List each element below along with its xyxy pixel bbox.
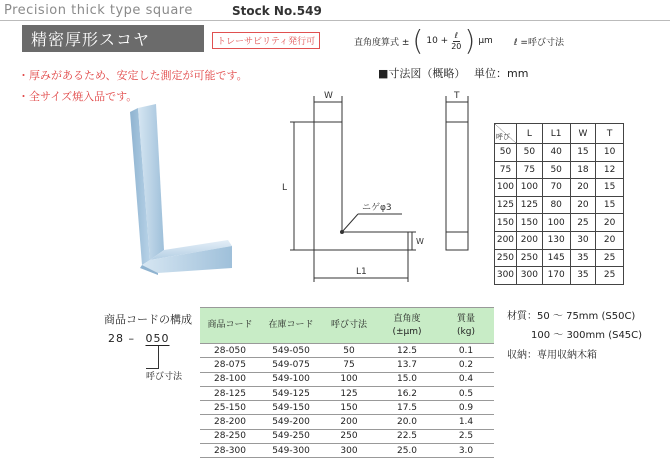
spec-cell: 150 <box>516 214 542 232</box>
product-cell: 549-050 <box>260 344 322 358</box>
product-image <box>120 100 240 275</box>
spec-row <box>495 179 624 197</box>
product-cell: 200 <box>322 415 376 429</box>
product-cell: 549-125 <box>260 386 322 400</box>
feature-text: ・厚みがあるため、安定した測定が可能です。 <box>18 69 248 82</box>
spec-cell: 125 <box>495 196 517 214</box>
spec-cell: 40 <box>542 144 570 162</box>
label-w-side: W <box>416 237 424 246</box>
product-cell: 28-200 <box>200 415 260 429</box>
product-row <box>200 386 494 400</box>
product-cell: 16.2 <box>376 386 438 400</box>
spec-row <box>495 214 624 232</box>
product-cell: 75 <box>322 358 376 372</box>
spec-row <box>495 249 624 267</box>
spec-cell: 170 <box>542 267 570 285</box>
spec-header-row <box>495 124 624 144</box>
product-cell: 28-050 <box>200 344 260 358</box>
product-header-code: 商品コード <box>200 308 260 344</box>
product-header-stock: 在庫コード <box>260 308 322 344</box>
product-row <box>200 429 494 443</box>
spec-cell: 125 <box>516 196 542 214</box>
traceability-badge: トレーサビリティ発行可 <box>212 32 320 49</box>
formula-denominator: 20 <box>451 41 462 51</box>
product-cell: 28-300 <box>200 444 260 458</box>
material-note: 材質：50 ～ 75mm (S50C) <box>507 311 636 322</box>
product-header-squareness: 直角度 (±μm) <box>376 308 438 344</box>
dimension-drawing <box>270 86 490 286</box>
formula-unit: μm <box>478 36 493 46</box>
product-cell: 0.1 <box>438 344 494 358</box>
spec-cell: 10 <box>596 144 624 162</box>
feature-text: ・全サイズ焼入品です。 <box>18 90 138 103</box>
spec-row <box>495 144 624 162</box>
header-divider <box>0 20 670 21</box>
spec-cell: 25 <box>570 214 596 232</box>
squareness-formula <box>354 26 564 56</box>
spec-cell: 20 <box>570 196 596 214</box>
spec-cell: 100 <box>542 214 570 232</box>
product-cell: 549-150 <box>260 401 322 415</box>
label-w: W <box>324 91 333 101</box>
label-l1: L1 <box>356 267 367 277</box>
formula-close-paren: ) <box>464 24 476 57</box>
product-cell: 300 <box>322 444 376 458</box>
side-view-outline <box>446 122 468 250</box>
formula-label: 直角度算式 ± <box>354 37 410 48</box>
product-row <box>200 444 494 458</box>
product-cell: 100 <box>322 372 376 386</box>
spec-header-l1: L1 <box>542 124 570 144</box>
product-title: 精密厚形スコヤ <box>22 25 204 52</box>
spec-row <box>495 231 624 249</box>
product-code-title: 商品コードの構成 <box>104 313 192 326</box>
spec-header-l: L <box>516 124 542 144</box>
product-header-row <box>200 308 494 344</box>
spec-cell: 100 <box>516 179 542 197</box>
storage-note: 収納：専用収納木箱 <box>507 350 597 361</box>
dimension-spec-table <box>494 123 624 285</box>
spec-cell: 75 <box>516 161 542 179</box>
spec-row <box>495 161 624 179</box>
product-header-mass: 質量 (kg) <box>438 308 494 344</box>
spec-cell: 35 <box>570 249 596 267</box>
spec-cell: 200 <box>516 231 542 249</box>
english-title: Precision thick type square <box>4 3 193 18</box>
spec-cell: 300 <box>516 267 542 285</box>
spec-cell: 25 <box>596 267 624 285</box>
spec-cell: 30 <box>570 231 596 249</box>
product-cell: 250 <box>322 429 376 443</box>
product-cell: 0.4 <box>438 372 494 386</box>
spec-cell: 80 <box>542 196 570 214</box>
product-cell: 0.9 <box>438 401 494 415</box>
spec-cell: 150 <box>495 214 517 232</box>
spec-cell: 20 <box>596 214 624 232</box>
spec-cell: 145 <box>542 249 570 267</box>
product-cell: 12.5 <box>376 344 438 358</box>
product-cell: 549-200 <box>260 415 322 429</box>
label-t: T <box>454 91 460 101</box>
product-cell: 549-250 <box>260 429 322 443</box>
product-row <box>200 344 494 358</box>
product-cell: 28-100 <box>200 372 260 386</box>
dimension-drawing-title: ■寸法図（概略） <box>378 67 466 80</box>
formula-note: ℓ =呼び寸法 <box>513 37 564 48</box>
spec-row <box>495 267 624 285</box>
spec-cell: 300 <box>495 267 517 285</box>
product-code-sample <box>108 332 170 345</box>
spec-header-nominal: 呼び <box>495 124 517 144</box>
product-cell: 0.5 <box>438 386 494 400</box>
spec-cell: 15 <box>596 196 624 214</box>
spec-cell: 15 <box>596 179 624 197</box>
label-l: L <box>282 183 288 193</box>
spec-header-t: T <box>596 124 624 144</box>
spec-cell: 20 <box>570 179 596 197</box>
spec-cell: 250 <box>495 249 517 267</box>
spec-cell: 12 <box>596 161 624 179</box>
product-cell: 17.5 <box>376 401 438 415</box>
product-cell: 22.5 <box>376 429 438 443</box>
spec-cell: 50 <box>542 161 570 179</box>
product-cell: 150 <box>322 401 376 415</box>
product-cell: 25.0 <box>376 444 438 458</box>
product-row <box>200 372 494 386</box>
formula-fraction <box>451 31 461 52</box>
formula-numerator: ℓ <box>454 30 458 40</box>
product-row <box>200 415 494 429</box>
spec-cell: 70 <box>542 179 570 197</box>
dimension-unit: 単位：mm <box>474 67 529 80</box>
formula-open-paren: ( <box>412 24 424 57</box>
spec-cell: 25 <box>596 249 624 267</box>
spec-cell: 15 <box>570 144 596 162</box>
product-cell: 15.0 <box>376 372 438 386</box>
code-size-label: 呼び寸法 <box>146 372 183 382</box>
product-cell: 549-300 <box>260 444 322 458</box>
product-cell: 13.7 <box>376 358 438 372</box>
product-cell: 50 <box>322 344 376 358</box>
spec-cell: 35 <box>570 267 596 285</box>
spec-cell: 75 <box>495 161 517 179</box>
label-chamfer: ニゲφ3 <box>362 203 392 213</box>
product-row <box>200 358 494 372</box>
spec-cell: 20 <box>596 231 624 249</box>
product-cell: 549-075 <box>260 358 322 372</box>
product-cell: 549-100 <box>260 372 322 386</box>
code-prefix: 28 – <box>108 332 135 345</box>
code-connector-line <box>158 346 159 368</box>
spec-cell: 50 <box>516 144 542 162</box>
product-cell: 28-125 <box>200 386 260 400</box>
spec-header-w: W <box>570 124 596 144</box>
product-cell: 3.0 <box>438 444 494 458</box>
stock-number: Stock No.549 <box>232 4 322 18</box>
product-header-nominal: 呼び寸法 <box>322 308 376 344</box>
spec-cell: 100 <box>495 179 517 197</box>
l-square-outline <box>314 122 408 250</box>
product-row <box>200 401 494 415</box>
product-cell: 25-150 <box>200 401 260 415</box>
spec-cell: 18 <box>570 161 596 179</box>
formula-term: 10 + <box>426 36 449 46</box>
spec-cell: 50 <box>495 144 517 162</box>
product-cell: 28-075 <box>200 358 260 372</box>
product-cell: 1.4 <box>438 415 494 429</box>
product-table <box>200 307 494 458</box>
product-cell: 0.2 <box>438 358 494 372</box>
product-cell: 2.5 <box>438 429 494 443</box>
spec-cell: 250 <box>516 249 542 267</box>
spec-row <box>495 196 624 214</box>
spec-cell: 130 <box>542 231 570 249</box>
product-cell: 20.0 <box>376 415 438 429</box>
code-size-part: 050 <box>145 332 170 345</box>
product-cell: 28-250 <box>200 429 260 443</box>
chamfer-hole <box>340 230 344 234</box>
spec-cell: 200 <box>495 231 517 249</box>
material-note: 100 ～ 300mm (S45C) <box>531 330 643 341</box>
product-cell: 125 <box>322 386 376 400</box>
